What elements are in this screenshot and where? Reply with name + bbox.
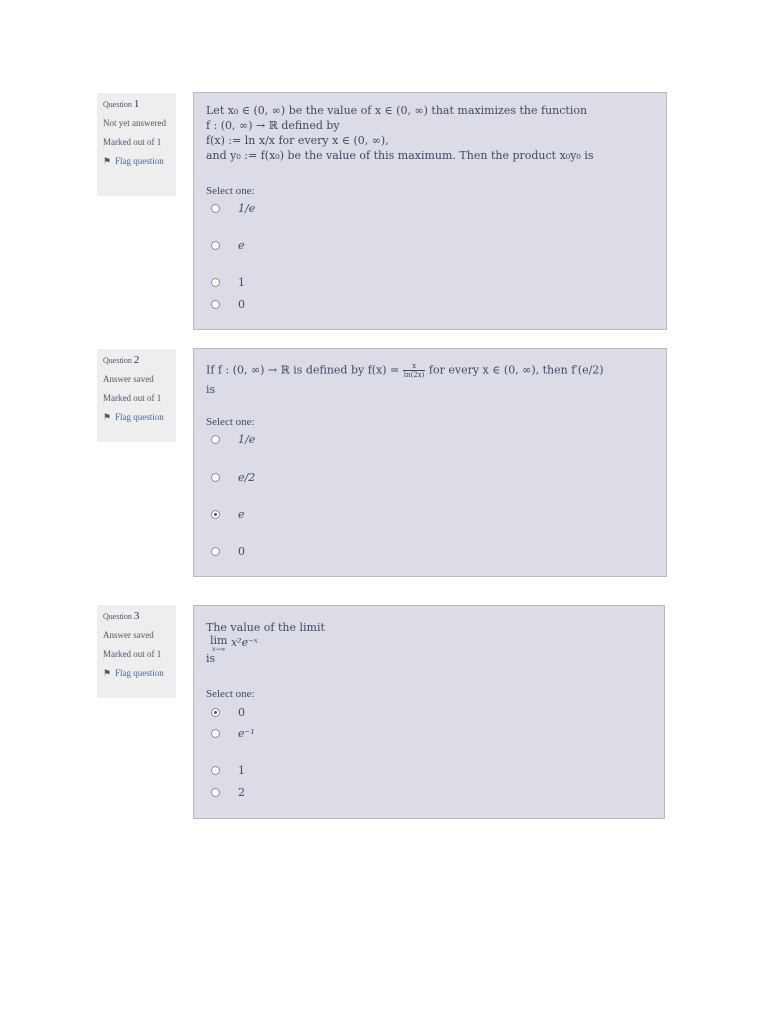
- flag-question-link[interactable]: ⚑ Flag question: [103, 412, 164, 422]
- question-text-line: f : (0, ∞) → ℝ defined by: [206, 119, 340, 132]
- radio-button[interactable]: [211, 204, 220, 213]
- question-number: Question 3: [103, 610, 140, 622]
- answer-label: 2: [238, 785, 245, 799]
- answer-option[interactable]: [211, 201, 255, 215]
- question-text: [206, 362, 656, 397]
- answer-option[interactable]: [211, 238, 245, 252]
- question-content-2: [193, 348, 667, 577]
- radio-button[interactable]: [211, 241, 220, 250]
- question-text-line: The value of the limit: [206, 621, 325, 634]
- radio-button[interactable]: [211, 547, 220, 556]
- radio-button[interactable]: [211, 766, 220, 775]
- answer-option[interactable]: [211, 726, 255, 740]
- select-one-prompt: Select one:: [206, 185, 255, 197]
- limit-expression: lim x→∞ x²e⁻ˣ: [210, 634, 258, 653]
- answer-option[interactable]: [211, 763, 245, 777]
- radio-button[interactable]: [211, 729, 220, 738]
- flag-question-link[interactable]: ⚑ Flag question: [103, 156, 164, 166]
- answer-option[interactable]: [211, 275, 245, 289]
- question-state: Answer saved: [103, 374, 154, 384]
- radio-button-selected[interactable]: [211, 510, 220, 519]
- answer-option[interactable]: [211, 470, 255, 484]
- radio-button[interactable]: [211, 788, 220, 797]
- question-state: Not yet answered: [103, 118, 166, 128]
- question-info-3: [97, 605, 176, 698]
- question-number: Question 2: [103, 354, 140, 366]
- flag-question-link[interactable]: ⚑ Flag question: [103, 668, 164, 678]
- radio-button[interactable]: [211, 278, 220, 287]
- answer-label: e/2: [238, 470, 256, 484]
- answer-label: 0: [238, 705, 245, 719]
- answer-label: 1: [238, 275, 245, 289]
- question-marks: Marked out of 1: [103, 393, 162, 403]
- radio-button[interactable]: [211, 473, 220, 482]
- select-one-prompt: Select one:: [206, 416, 255, 428]
- answer-label: 1/e: [238, 432, 256, 446]
- answer-label: e⁻¹: [238, 726, 255, 740]
- fraction: $\frac{x}{\ln(2x)}$: [403, 362, 425, 379]
- answer-option[interactable]: [211, 785, 245, 799]
- question-number: Question 1: [103, 98, 140, 110]
- question-text-line: If f : (0, ∞) → ℝ is defined by f(x) = $\frac{x}{\ln(2x)}$ for every x ∈ (0, ∞), then f′(e/2): [206, 362, 604, 379]
- answer-label: 0: [238, 297, 245, 311]
- question-marks: Marked out of 1: [103, 137, 162, 147]
- question-text-line: f(x) := ln x/x for every x ∈ (0, ∞),: [206, 134, 389, 147]
- flag-icon: ⚑: [103, 668, 112, 678]
- question-text-line: Let x₀ ∈ (0, ∞) be the value of x ∈ (0, ∞) that maximizes the function: [206, 104, 588, 117]
- answer-label: 1: [238, 763, 245, 777]
- radio-button-selected[interactable]: [211, 708, 220, 717]
- answer-label: 1/e: [238, 201, 256, 215]
- select-one-prompt: Select one:: [206, 688, 255, 700]
- flag-icon: ⚑: [103, 412, 112, 422]
- answer-option[interactable]: [211, 705, 245, 719]
- question-text: [206, 103, 656, 163]
- question-content-3: [193, 605, 665, 819]
- question-text-line: and y₀ := f(x₀) be the value of this maximum. Then the product x₀y₀ is: [206, 149, 594, 162]
- radio-button[interactable]: [211, 435, 220, 444]
- flag-icon: ⚑: [103, 156, 112, 166]
- answer-label: e: [238, 507, 245, 521]
- answer-option[interactable]: [211, 507, 245, 521]
- question-content-1: [193, 92, 667, 330]
- answer-option[interactable]: [211, 544, 245, 558]
- answer-option[interactable]: [211, 432, 255, 446]
- question-text-line: is: [206, 383, 216, 396]
- question-info-1: [97, 93, 176, 196]
- answer-option[interactable]: [211, 297, 245, 311]
- question-marks: Marked out of 1: [103, 649, 162, 659]
- answer-label: 0: [238, 544, 245, 558]
- question-state: Answer saved: [103, 630, 154, 640]
- radio-button[interactable]: [211, 300, 220, 309]
- question-text: [206, 620, 654, 666]
- answer-label: e: [238, 238, 245, 252]
- question-info-2: [97, 349, 176, 442]
- question-text-line: is: [206, 652, 216, 665]
